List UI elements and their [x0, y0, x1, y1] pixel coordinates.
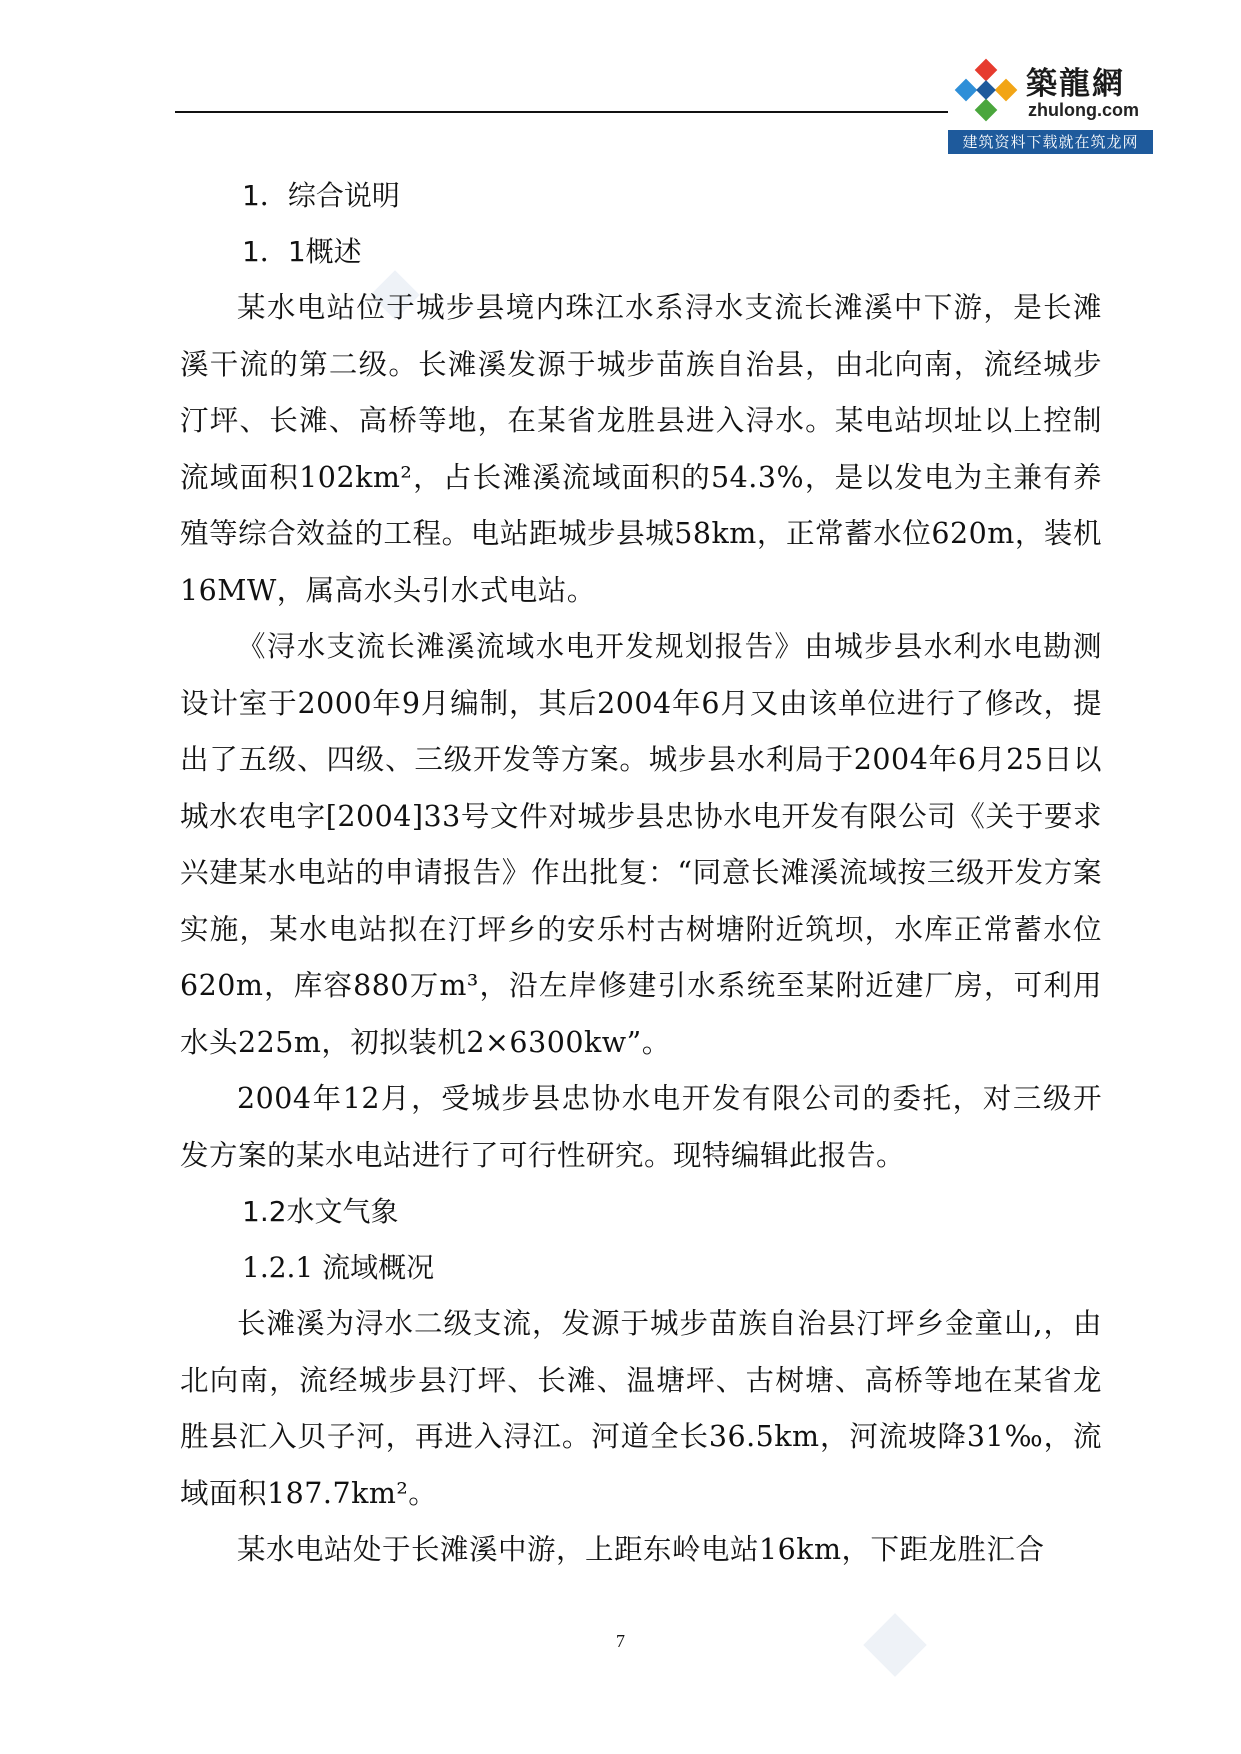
paragraph-overview-1: 某水电站位于城步县境内珠江水系浔水支流长滩溪中下游，是长滩溪干流的第二级。长滩溪发源于城步苗族自治县，由北向南，流经城步汀坪、长滩、高桥等地，在某省龙胜县进入浔水。某电站坝址以上控制流域面积102km²，占长滩溪流域面积的54.3%，是以发电为主兼有养殖等综合效益的工程。电站距城步县城58km，正常蓄水位620m，装机16MW，属高水头引水式电站。	[180, 291, 1102, 607]
logo-chinese-name: 築龍網	[1026, 66, 1125, 102]
heading-1-1: 1．1概述	[242, 235, 362, 268]
header-rule	[175, 111, 953, 113]
logo-slogan: 建筑资料下载就在筑龙网	[948, 130, 1153, 154]
document-body	[180, 168, 1102, 1579]
zhulong-logo	[948, 52, 1153, 154]
heading-1-2-1: 1.2.1 流域概况	[242, 1251, 435, 1284]
paragraph-basin-1: 长滩溪为浔水二级支流，发源于城步苗族自治县汀坪乡金童山,，由北向南，流经城步县汀坪、长滩、温塘坪、古树塘、高桥等地在某省龙胜县汇入贝子河，再进入浔江。河道全长36.5km，河流坡降31‰，流域面积187.7km²。	[180, 1307, 1102, 1510]
paragraph-basin-2: 某水电站处于长滩溪中游，上距东岭电站16km，下距龙胜汇合	[237, 1533, 1045, 1566]
heading-1: 1．综合说明	[242, 179, 400, 212]
logo-top	[948, 52, 1153, 130]
paragraph-overview-2: 《浔水支流长滩溪流域水电开发规划报告》由城步县水利水电勘测设计室于2000年9月编制，其后2004年6月又由该单位进行了修改，提出了五级、四级、三级开发等方案。城步县水利局于2004年6月25日以城水农电字[2004]33号文件对城步县忠协水电开发有限公司《关于要求兴建某水电站的申请报告》作出批复：“同意长滩溪流域按三级开发方案实施，某水电站拟在汀坪乡的安乐村古树塘附近筑坝，水库正常蓄水位620m，库容880万m³，沿左岸修建引水系统至某附近建厂房，可利用水头225m，初拟装机2×6300kw”。	[180, 630, 1102, 1059]
logo-domain: zhulong.com	[1028, 100, 1139, 120]
page-number: 7	[616, 1631, 625, 1651]
heading-1-2: 1.2水文气象	[242, 1195, 399, 1228]
paragraph-overview-3: 2004年12月，受城步县忠协水电开发有限公司的委托，对三级开发方案的某水电站进行了可行性研究。现特编辑此报告。	[180, 1082, 1102, 1172]
zhulong-snowflake-icon	[954, 58, 1018, 122]
